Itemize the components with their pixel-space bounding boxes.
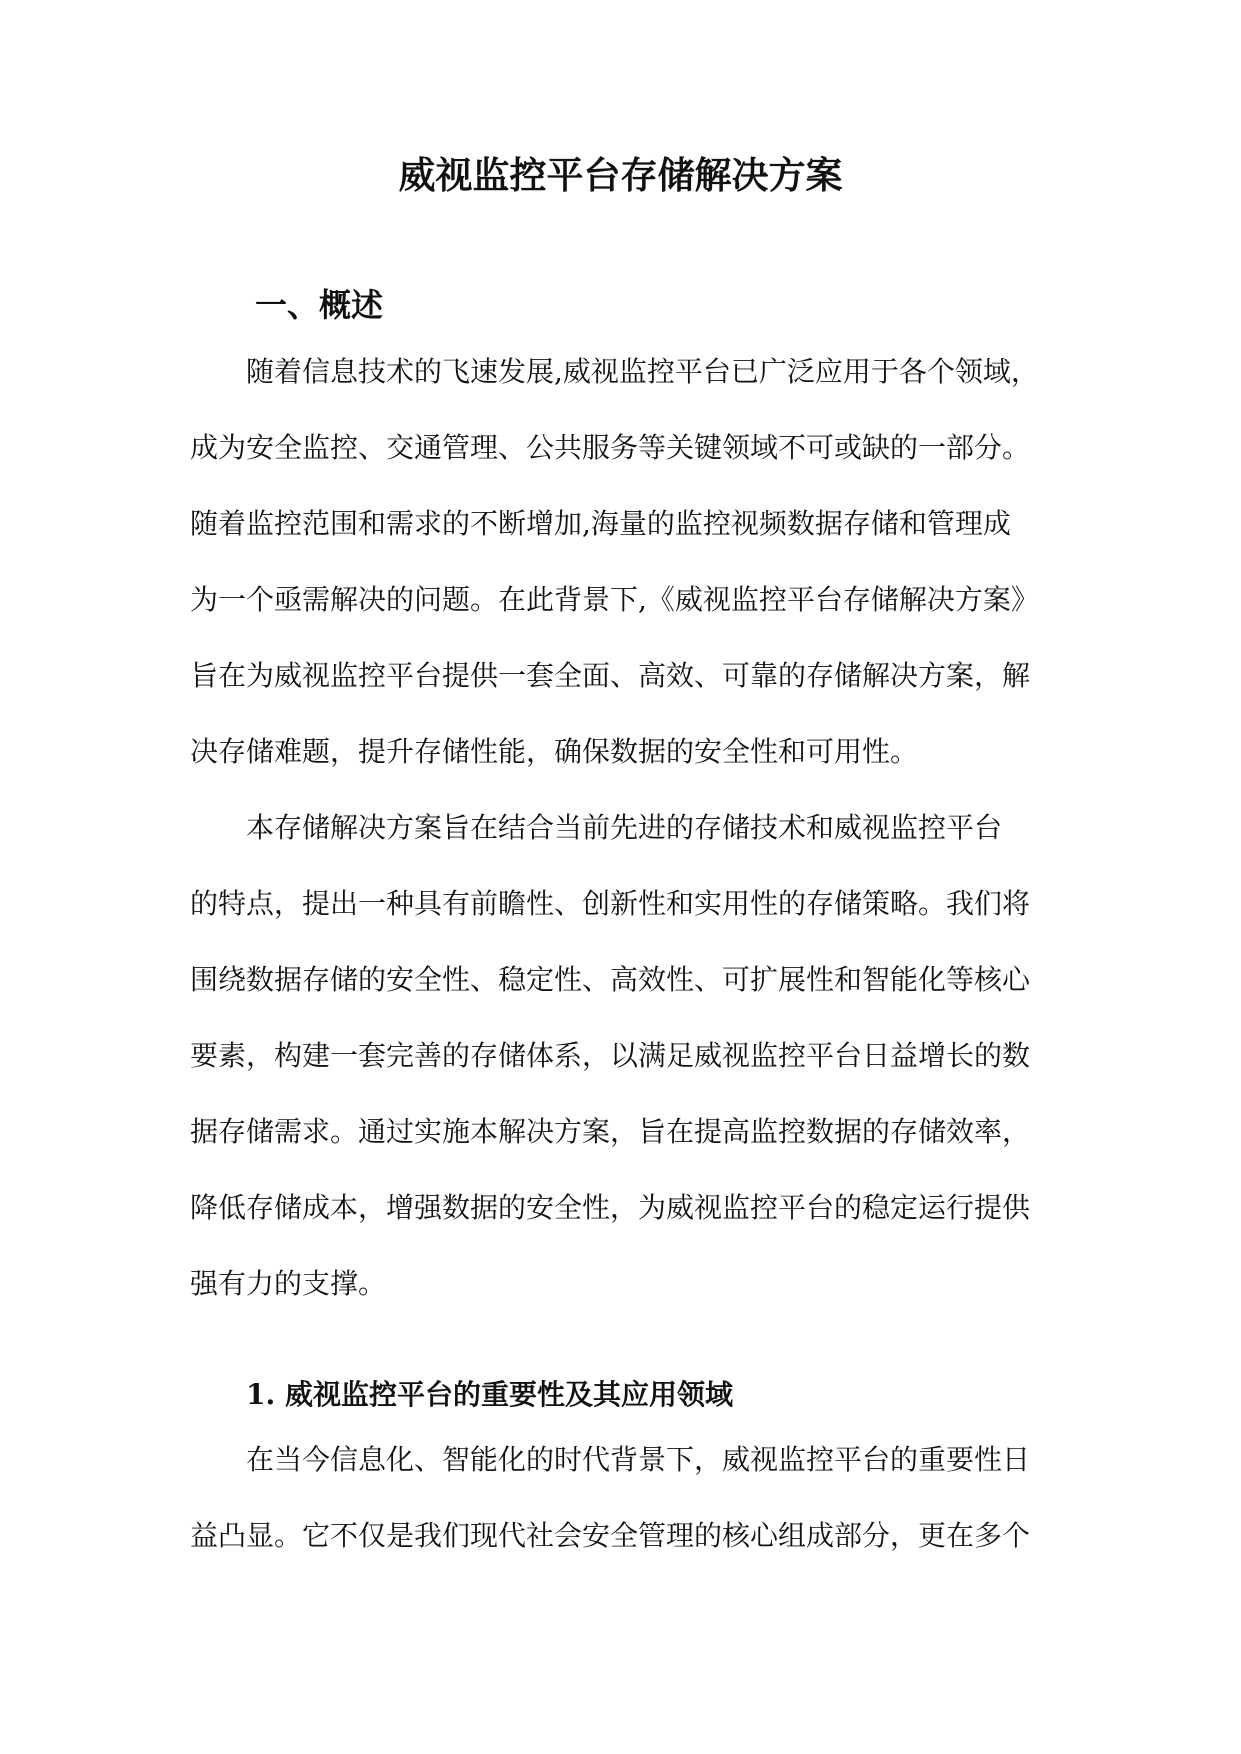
paragraph-line: 益凸显。它不仅是我们现代社会安全管理的核心组成部分，更在多个 <box>190 1519 1031 1552</box>
importance-paragraph-1 <box>190 1422 1060 1574</box>
paragraph-line: 旨在为威视监控平台提供一套全面、高效、可靠的存储解决方案，解 <box>190 659 1031 692</box>
paragraph-line: 随着监控范围和需求的不断增加,海量的监控视频数据存储和管理成 <box>190 507 1011 540</box>
subsection-heading-importance: 1. 威视监控平台的重要性及其应用领域 <box>246 1378 733 1411</box>
document-title: 威视监控平台存储解决方案 <box>398 153 843 197</box>
paragraph-line: 成为安全监控、交通管理、公共服务等关键领域不可或缺的一部分。 <box>190 431 1031 464</box>
paragraph-line: 决存储难题，提升存储性能，确保数据的安全性和可用性。 <box>190 735 919 768</box>
paragraph-line: 本存储解决方案旨在结合当前先进的存储技术和威视监控平台 <box>246 811 1003 844</box>
paragraph-line: 据存储需求。通过实施本解决方案，旨在提高监控数据的存储效率， <box>190 1115 1031 1148</box>
overview-paragraph-1 <box>190 334 1060 790</box>
paragraph-line: 为一个亟需解决的问题。在此背景下,《威视监控平台存储解决方案》 <box>190 583 1039 616</box>
overview-paragraph-2 <box>190 790 1060 1322</box>
paragraph-line: 降低存储成本，增强数据的安全性，为威视监控平台的稳定运行提供 <box>190 1191 1031 1224</box>
section-heading-overview: 一、概述 <box>255 286 384 324</box>
paragraph-line: 随着信息技术的飞速发展,威视监控平台已广泛应用于各个领域， <box>246 355 1039 388</box>
paragraph-line: 强有力的支撑。 <box>190 1267 387 1300</box>
paragraph-line: 的特点，提出一种具有前瞻性、创新性和实用性的存储策略。我们将 <box>190 887 1031 920</box>
paragraph-line: 在当今信息化、智能化的时代背景下，威视监控平台的重要性日 <box>246 1443 1031 1476</box>
paragraph-line: 要素，构建一套完善的存储体系，以满足威视监控平台日益增长的数 <box>190 1039 1031 1072</box>
paragraph-line: 围绕数据存储的安全性、稳定性、高效性、可扩展性和智能化等核心 <box>190 963 1031 996</box>
